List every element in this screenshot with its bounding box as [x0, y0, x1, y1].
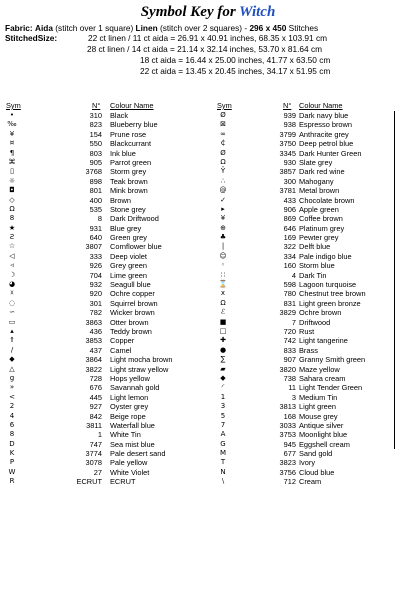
row-symbol: D: [9, 439, 15, 448]
row-colour-name: ECRUT: [110, 477, 136, 487]
row-colour-name: Platinum grey: [299, 223, 345, 233]
row-number: 3823: [279, 458, 296, 468]
row-symbol: ▯: [10, 167, 14, 176]
row-colour-name: Eggshell cream: [299, 439, 350, 449]
row-colour-name: Pewter grey: [299, 233, 339, 243]
row-number: 676: [89, 383, 102, 393]
row-colour-name: Metal brown: [299, 186, 340, 196]
row-colour-name: Seagull blue: [110, 280, 151, 290]
row-symbol: ℰ: [220, 308, 226, 317]
stitched-size-label: [5, 33, 57, 43]
row-colour-name: Teddy brown: [110, 326, 152, 336]
row-symbol: 2: [9, 402, 15, 411]
row-number: 720: [283, 326, 296, 336]
row-colour-name: Blackcurrant: [110, 139, 152, 149]
row-colour-name: Otter brown: [110, 317, 149, 327]
row-symbol: ✚: [220, 336, 226, 345]
row-colour-name: Espresso brown: [299, 120, 352, 130]
size-line-2: 28 ct linen / 14 ct aida = 21.14 x 32.14 inches, 53.70 x 81.64 cm: [87, 44, 323, 54]
row-colour-name: Driftwood: [299, 317, 331, 327]
row-colour-name: Green grey: [110, 233, 147, 243]
row-symbol: ■: [219, 317, 227, 326]
size-line-3: 18 ct aida = 16.44 x 25.00 inches, 41.77 x 63.50 cm: [140, 55, 331, 65]
row-symbol: 4: [9, 411, 15, 420]
fabric-aida: Aida: [34, 23, 53, 33]
row-symbol: Ω: [220, 157, 226, 166]
row-number: 3345: [279, 148, 296, 158]
row-number: 728: [89, 373, 102, 383]
row-number: 907: [283, 355, 296, 365]
row-colour-name: Dark Tin: [299, 270, 327, 280]
row-symbol: ◘: [9, 186, 15, 195]
row-number: 831: [283, 298, 296, 308]
row-number: 3781: [279, 186, 296, 196]
row-number: 906: [283, 204, 296, 214]
row-symbol: 7: [220, 420, 226, 429]
row-colour-name: Dark red wine: [299, 167, 345, 177]
row-colour-name: Light green: [299, 402, 336, 412]
row-symbol: ♣: [219, 233, 227, 242]
row-colour-name: Light straw yellow: [110, 364, 169, 374]
row-number: 333: [89, 251, 102, 261]
row-colour-name: Ochre copper: [110, 289, 155, 299]
row-symbol: ☼: [8, 176, 16, 185]
row-number: 8: [97, 214, 102, 224]
row-symbol: ★: [8, 223, 16, 232]
row-number: 926: [89, 261, 102, 271]
row-symbol: ¥: [220, 214, 226, 223]
row-symbol: Ω: [9, 204, 15, 213]
row-number: 646: [283, 223, 296, 233]
row-colour-name: Lagoon turquoise: [299, 280, 357, 290]
row-number: 3768: [85, 167, 102, 177]
row-colour-name: Deep petrol blue: [299, 139, 354, 149]
row-symbol: ◜: [221, 383, 225, 392]
row-colour-name: Light tangerine: [299, 336, 348, 346]
row-symbol: x: [220, 289, 226, 298]
row-number: 3756: [279, 467, 296, 477]
row-colour-name: Cream: [299, 477, 322, 487]
header-num: N°: [92, 101, 101, 110]
row-number: 301: [89, 298, 102, 308]
stitch-count: 296 x 450: [249, 23, 287, 33]
row-symbol: 6: [9, 420, 15, 429]
row-number: 905: [89, 157, 102, 167]
size-line-4: 22 ct aida = 13.45 x 20.45 inches, 34.17 x 51.95 cm: [140, 66, 331, 76]
row-number: 3857: [279, 167, 296, 177]
row-number: 920: [89, 289, 102, 299]
row-symbol: Ø: [220, 111, 226, 119]
fabric-label: Fabric:: [5, 23, 33, 33]
fabric-linen: Linen: [135, 23, 158, 33]
row-number: 1: [97, 430, 102, 440]
row-colour-name: Coffee brown: [299, 214, 343, 224]
row-colour-name: Prune rose: [110, 129, 147, 139]
row-colour-name: Delft blue: [299, 242, 331, 252]
row-number: 833: [283, 345, 296, 355]
row-number: 3799: [279, 129, 296, 139]
row-number: 310: [89, 111, 102, 120]
row-symbol: <: [9, 392, 15, 401]
row-symbol: ⌘: [8, 157, 16, 166]
row-symbol: 1: [220, 392, 226, 401]
row-number: 3863: [85, 317, 102, 327]
row-colour-name: Dark navy blue: [299, 111, 349, 120]
row-number: 927: [89, 402, 102, 412]
row-colour-name: Ivory: [299, 458, 316, 468]
row-colour-name: Storm blue: [299, 261, 335, 271]
row-colour-name: Sahara cream: [299, 373, 346, 383]
row-symbol: ⊠: [220, 120, 226, 129]
row-colour-name: Grey green: [110, 261, 147, 271]
row-symbol: ¥: [9, 129, 15, 138]
row-number: 780: [283, 289, 296, 299]
row-colour-name: White Tin: [110, 430, 141, 440]
header-num: N°: [283, 101, 292, 110]
row-number: ECRUT: [76, 477, 102, 487]
row-symbol: |: [221, 242, 225, 251]
row-number: 3807: [85, 242, 102, 252]
row-number: 300: [283, 176, 296, 186]
row-symbol: Ø: [220, 148, 226, 157]
row-number: 945: [283, 439, 296, 449]
row-colour-name: Camel: [110, 345, 132, 355]
header-colour-name: Colour Name: [299, 101, 343, 110]
row-number: 3811: [86, 420, 102, 430]
size-line-1: 22 ct linen / 11 ct aida = 26.91 x 40.91 inches, 68.35 x 103.91 cm: [88, 33, 328, 43]
row-colour-name: Oyster grey: [110, 402, 149, 412]
row-colour-name: Squirrel brown: [110, 298, 158, 308]
row-number: 803: [89, 148, 102, 158]
row-symbol: K: [9, 449, 15, 458]
row-symbol: \: [221, 477, 225, 486]
row-colour-name: Sea mist blue: [110, 439, 155, 449]
row-symbol: ◁: [9, 251, 15, 260]
row-number: 842: [89, 411, 102, 421]
row-symbol: ‰: [7, 120, 17, 129]
header-sym: Sym: [217, 101, 232, 110]
row-symbol: /: [10, 345, 14, 354]
row-colour-name: Dark Driftwood: [110, 214, 159, 224]
row-number: 3750: [279, 139, 296, 149]
row-colour-name: Brass: [299, 345, 318, 355]
row-symbol: ∷: [220, 270, 226, 279]
row-symbol: ◃: [10, 261, 14, 270]
row-colour-name: Rust: [299, 326, 315, 336]
row-symbol: ⌛: [218, 280, 228, 289]
row-number: 7: [291, 317, 296, 327]
row-symbol: 3: [220, 402, 226, 411]
title-design-name: Witch: [239, 4, 276, 20]
row-symbol: •: [9, 111, 15, 119]
row-colour-name: Moonlight blue: [299, 430, 348, 440]
row-symbol: P: [9, 458, 15, 467]
row-symbol: ⊕: [220, 223, 226, 232]
row-number: 931: [89, 223, 102, 233]
row-number: 3033: [279, 420, 296, 430]
row-number: 930: [283, 157, 296, 167]
row-colour-name: Hops yellow: [110, 373, 150, 383]
row-symbol: A: [220, 430, 226, 439]
row-number: 169: [283, 233, 296, 243]
row-colour-name: Beige rope: [110, 411, 146, 421]
row-number: 3753: [279, 430, 296, 440]
row-colour-name: Ink blue: [110, 148, 136, 158]
row-colour-name: Apple green: [299, 204, 339, 214]
row-symbol: T: [220, 458, 226, 467]
row-number: 898: [89, 176, 102, 186]
row-colour-name: Stone grey: [110, 204, 146, 214]
title-prefix: Symbol Key for: [140, 4, 240, 20]
row-symbol: ▴: [10, 326, 14, 335]
row-number: 168: [283, 411, 296, 421]
table-divider: [394, 111, 395, 449]
row-colour-name: Slate grey: [299, 157, 333, 167]
row-number: 3774: [85, 449, 102, 459]
row-number: 437: [89, 345, 102, 355]
row-number: 938: [283, 120, 296, 130]
row-colour-name: Lime green: [110, 270, 147, 280]
row-colour-name: Dark Hunter Green: [299, 148, 362, 158]
row-number: 704: [89, 270, 102, 280]
row-symbol: 8: [9, 214, 15, 223]
row-number: 27: [93, 467, 102, 477]
row-number: 3813: [279, 402, 296, 412]
row-colour-name: White Violet: [110, 467, 150, 477]
row-symbol: ☽: [8, 270, 16, 279]
row-number: 3820: [279, 364, 296, 374]
row-colour-name: Pale indigo blue: [299, 251, 352, 261]
row-colour-name: Copper: [110, 336, 135, 346]
row-symbol: ☺: [219, 251, 227, 260]
row-number: 3864: [85, 355, 102, 365]
row-symbol: ◕: [8, 280, 16, 289]
row-symbol: ∽: [9, 308, 15, 317]
row-number: 334: [283, 251, 296, 261]
row-colour-name: Cloud blue: [299, 467, 335, 477]
row-symbol: »: [9, 383, 15, 392]
stitched-size-label-text: StitchedSize:: [5, 33, 58, 43]
row-number: 3822: [85, 364, 102, 374]
header-colour-name: Colour Name: [110, 101, 154, 110]
row-number: 3: [291, 392, 296, 402]
row-number: 11: [288, 383, 296, 393]
row-colour-name: Mink brown: [110, 186, 148, 196]
row-colour-name: Chestnut tree brown: [299, 289, 366, 299]
row-number: 433: [283, 195, 296, 205]
row-colour-name: Anthracite grey: [299, 129, 349, 139]
row-number: 747: [89, 439, 102, 449]
row-colour-name: Light mocha brown: [110, 355, 173, 365]
row-symbol: Ŷ: [220, 167, 226, 176]
row-colour-name: Light Tender Green: [299, 383, 363, 393]
row-symbol: 5: [220, 411, 226, 420]
row-symbol: N: [220, 467, 226, 476]
row-colour-name: Brown: [110, 195, 131, 205]
row-symbol: Ƨ: [9, 233, 15, 242]
row-colour-name: Sand gold: [299, 449, 333, 459]
row-colour-name: Light lemon: [110, 392, 149, 402]
row-symbol: ◦: [220, 261, 226, 270]
row-symbol: 8: [9, 430, 15, 439]
row-symbol: Ω: [220, 298, 226, 307]
row-symbol: ∴: [220, 176, 226, 185]
row-symbol: ∑: [220, 355, 226, 364]
row-colour-name: Chocolate brown: [299, 195, 355, 205]
row-number: 322: [283, 242, 296, 252]
row-symbol: △: [9, 364, 15, 373]
row-symbol: ☆: [8, 242, 16, 251]
row-colour-name: Blue grey: [110, 223, 142, 233]
row-number: 3078: [85, 458, 102, 468]
row-symbol: R: [9, 477, 15, 486]
row-symbol: □: [219, 326, 227, 335]
row-symbol: ∞: [220, 129, 226, 138]
row-colour-name: Medium Tin: [299, 392, 338, 402]
row-colour-name: Maze yellow: [299, 364, 340, 374]
row-symbol: G: [220, 439, 226, 448]
row-number: 160: [283, 261, 296, 271]
row-number: 535: [89, 204, 102, 214]
row-colour-name: Pale yellow: [110, 458, 148, 468]
row-number: 712: [283, 477, 296, 487]
row-number: 436: [89, 326, 102, 336]
row-symbol: W: [8, 467, 16, 476]
row-number: 154: [89, 129, 102, 139]
row-number: 550: [89, 139, 102, 149]
row-symbol: ₵: [220, 139, 226, 148]
row-symbol: g: [9, 373, 15, 382]
row-number: 598: [283, 280, 296, 290]
page-title: [0, 3, 416, 21]
row-number: 932: [89, 280, 102, 290]
row-colour-name: Pale desert sand: [110, 449, 166, 459]
fabric-linen-note: (stitch over 2 squares) -: [159, 23, 248, 33]
row-number: 4: [291, 270, 296, 280]
row-colour-name: Parrot green: [110, 157, 152, 167]
row-colour-name: Light green bronze: [299, 298, 361, 308]
stitch-count-suffix: Stitches: [288, 23, 319, 33]
row-number: 3829: [279, 308, 296, 318]
row-symbol: ▭: [8, 317, 16, 326]
row-colour-name: Deep violet: [110, 251, 147, 261]
row-number: 640: [89, 233, 102, 243]
row-number: 782: [89, 308, 102, 318]
row-number: 400: [89, 195, 102, 205]
row-symbol: ◌: [8, 298, 16, 307]
row-number: 742: [283, 336, 296, 346]
row-number: 677: [283, 449, 296, 459]
row-symbol: ◆: [9, 355, 15, 364]
row-number: 738: [283, 373, 296, 383]
fabric-aida-note: (stitch over 1 square): [55, 23, 134, 33]
row-colour-name: Mahogany: [299, 176, 334, 186]
row-symbol: ⇑: [9, 336, 15, 345]
fabric-line: [5, 23, 318, 33]
row-colour-name: Storm grey: [110, 167, 147, 177]
row-number: 445: [89, 392, 102, 402]
row-symbol: ◆: [220, 373, 226, 382]
row-symbol: @: [219, 186, 227, 195]
row-symbol: ●: [219, 345, 227, 354]
row-symbol: ◇: [9, 195, 15, 204]
row-symbol: ▸: [221, 204, 225, 213]
row-colour-name: Blueberry blue: [110, 120, 158, 130]
row-colour-name: Cornflower blue: [110, 242, 162, 252]
row-colour-name: Wicker brown: [110, 308, 155, 318]
row-colour-name: Antique silver: [299, 420, 344, 430]
row-colour-name: Waterfall blue: [110, 420, 155, 430]
row-colour-name: Mouse grey: [299, 411, 338, 421]
row-colour-name: Ochre brown: [299, 308, 342, 318]
row-symbol: ✓: [220, 195, 226, 204]
row-number: 823: [89, 120, 102, 130]
row-colour-name: Teak brown: [110, 176, 148, 186]
row-symbol: ▰: [220, 364, 226, 373]
row-colour-name: Black: [110, 111, 129, 120]
row-symbol: ☓: [10, 289, 14, 298]
row-colour-name: Granny Smith green: [299, 355, 366, 365]
row-colour-name: Savannah gold: [110, 383, 160, 393]
row-symbol: ¤: [9, 139, 15, 148]
row-number: 3853: [85, 336, 102, 346]
header-sym: Sym: [6, 101, 21, 110]
row-symbol: M: [219, 449, 227, 458]
row-number: 939: [283, 111, 296, 120]
row-symbol: ¶: [9, 148, 15, 157]
row-number: 869: [283, 214, 296, 224]
row-number: 801: [89, 186, 102, 196]
